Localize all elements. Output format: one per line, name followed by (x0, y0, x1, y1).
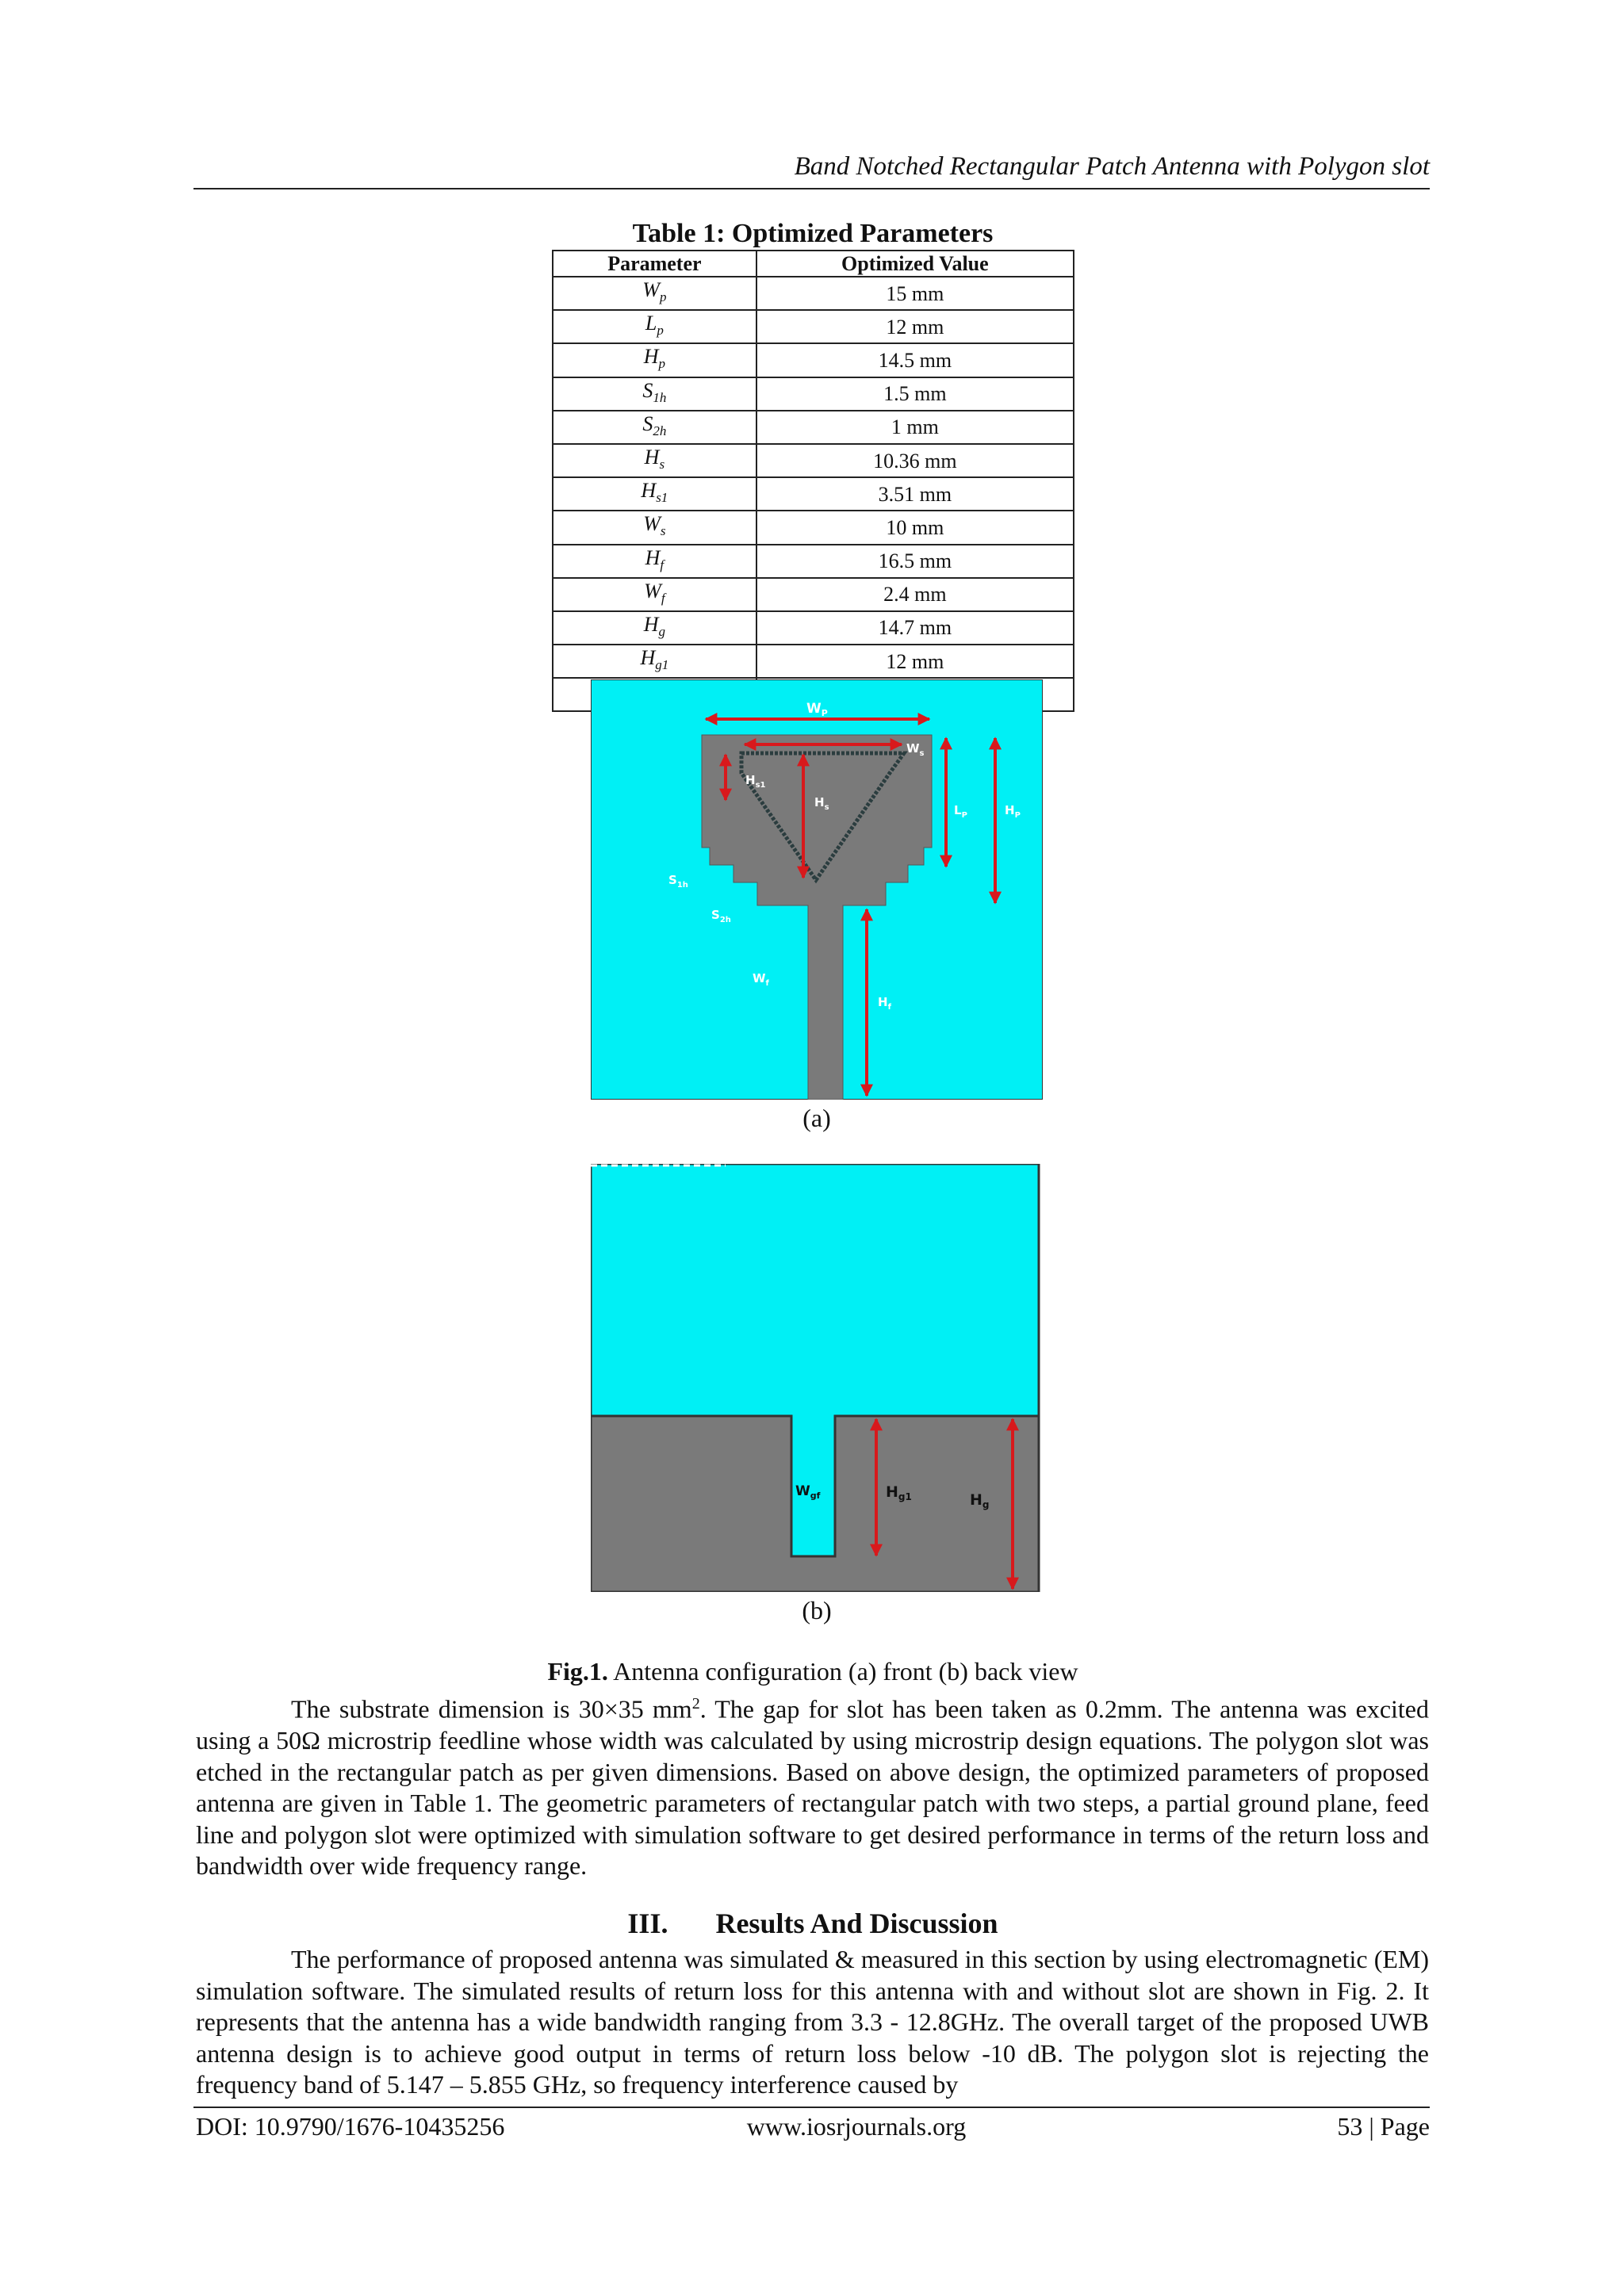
s2h-label: $S_{2h}$ (711, 908, 731, 924)
parameter-symbol: $H_s$ (553, 444, 756, 477)
table-row (553, 477, 1074, 511)
footer-doi: DOI: 10.9790/1676-10435256 (196, 2112, 505, 2141)
hf-label: $H_f$ (878, 995, 891, 1012)
parameter-symbol: $H_{s1}$ (553, 477, 756, 511)
parameters-table (552, 250, 1074, 712)
parameter-value: 14.7 mm (756, 611, 1074, 645)
figure-caption (317, 1657, 1308, 1686)
parameter-value: 10.36 mm (756, 444, 1074, 477)
section-title: Results And Discussion (715, 1908, 998, 1939)
subfigure-b-label: (b) (802, 1596, 832, 1624)
footer-website: www.iosrjournals.org (746, 2112, 967, 2141)
header-rule (193, 188, 1430, 189)
hg1-label: $H_{g1}$ (886, 1483, 912, 1502)
column-header-value: Optimized Value (756, 251, 1074, 277)
lp-label: $L_P$ (954, 803, 967, 820)
section-number: III. (627, 1908, 668, 1939)
parameter-symbol: $W_p$ (553, 277, 756, 310)
parameter-value: 14.5 mm (756, 343, 1074, 377)
wgf-label: $W_{gf}$ (795, 1483, 821, 1501)
wp-label: $W_P$ (806, 701, 828, 718)
parameter-symbol: $S_{2h}$ (553, 411, 756, 444)
table-row (553, 645, 1074, 678)
back-view-figure (591, 1164, 1043, 1592)
parameter-symbol: $S_{1h}$ (553, 377, 756, 411)
footer-rule (193, 2107, 1430, 2108)
front-view-figure (591, 679, 1043, 1100)
table-title: Table 1: Optimized Parameters (632, 219, 994, 248)
parameter-symbol: $L_p$ (553, 310, 756, 343)
parameter-symbol: $W_f$ (553, 578, 756, 611)
parameter-value: 12 mm (756, 310, 1074, 343)
table-row (553, 578, 1074, 611)
section-heading (476, 1907, 1150, 1940)
table-row (553, 310, 1074, 343)
parameter-symbol: $H_{g1}$ (553, 645, 756, 678)
hs-label: $H_s$ (814, 795, 829, 812)
wf-label: $W_f$ (753, 971, 769, 988)
parameter-symbol: $H_g$ (553, 611, 756, 645)
body-paragraph-1: The substrate dimension is 30×35 $mm^2$. The gap for slot has been taken as 0.2mm. The antenna was excited using a 50Ω microstrip feedline whose width was calculated by using microstrip design equations. The polygon slot was etched in the rectangular patch as per given dimensions. Based on above design, the optimized parameters of proposed antenna are given in Table 1. The geometric parameters of rectangular patch with two steps, a partial ground plane, feed line and polygon slot were optimized with simulation software to get desired performance in terms of the return loss and bandwidth over wide frequency range. (196, 1694, 1430, 1881)
table-row (553, 377, 1074, 411)
table-row (553, 444, 1074, 477)
column-header-parameter: Parameter (553, 251, 756, 277)
parameter-value: 15 mm (756, 277, 1074, 310)
s1h-label: $S_{1h}$ (668, 873, 688, 890)
parameter-symbol: $H_p$ (553, 343, 756, 377)
hs1-label: $H_{s1}$ (745, 773, 766, 790)
parameter-value: 16.5 mm (756, 545, 1074, 578)
parameter-value: 3.51 mm (756, 477, 1074, 511)
parameter-symbol: $W_s$ (553, 511, 756, 544)
table-row (553, 545, 1074, 578)
hp-label: $H_P$ (1005, 803, 1021, 820)
table-row (553, 411, 1074, 444)
figure-caption-text: Antenna configuration (a) front (b) back view (607, 1657, 1078, 1686)
table-row (553, 511, 1074, 544)
running-header: Band Notched Rectangular Patch Antenna with Polygon slot (794, 152, 1430, 181)
parameter-value: 1.5 mm (756, 377, 1074, 411)
parameter-value: 1 mm (756, 411, 1074, 444)
parameter-symbol: $H_f$ (553, 545, 756, 578)
ws-label: $W_s$ (906, 741, 925, 758)
parameter-value: 12 mm (756, 645, 1074, 678)
parameter-value: 2.4 mm (756, 578, 1074, 611)
table-row (553, 343, 1074, 377)
figure-caption-label: Fig.1. (547, 1657, 608, 1686)
table-row (553, 611, 1074, 645)
parameter-value: 10 mm (756, 511, 1074, 544)
table-row (553, 277, 1074, 310)
subfigure-a-label: (a) (802, 1104, 831, 1132)
footer-page-number: 53 | Page (1337, 2112, 1430, 2141)
hg-label: $H_g$ (970, 1491, 990, 1510)
body-paragraph-2: The performance of proposed antenna was simulated & measured in this section by using electromagnetic (EM) simulation software. The simulated results of return loss for this antenna with and without slot are shown in Fig. 2. It represents that the antenna has a wide bandwidth ranging from 3.3 - 12.8GHz. The overall target of the proposed UWB antenna design is to achieve good output in terms of return loss below -10 dB. The polygon slot is rejecting the frequency band of 5.147 – 5.855 GHz, so frequency interference caused by (196, 1945, 1429, 2099)
